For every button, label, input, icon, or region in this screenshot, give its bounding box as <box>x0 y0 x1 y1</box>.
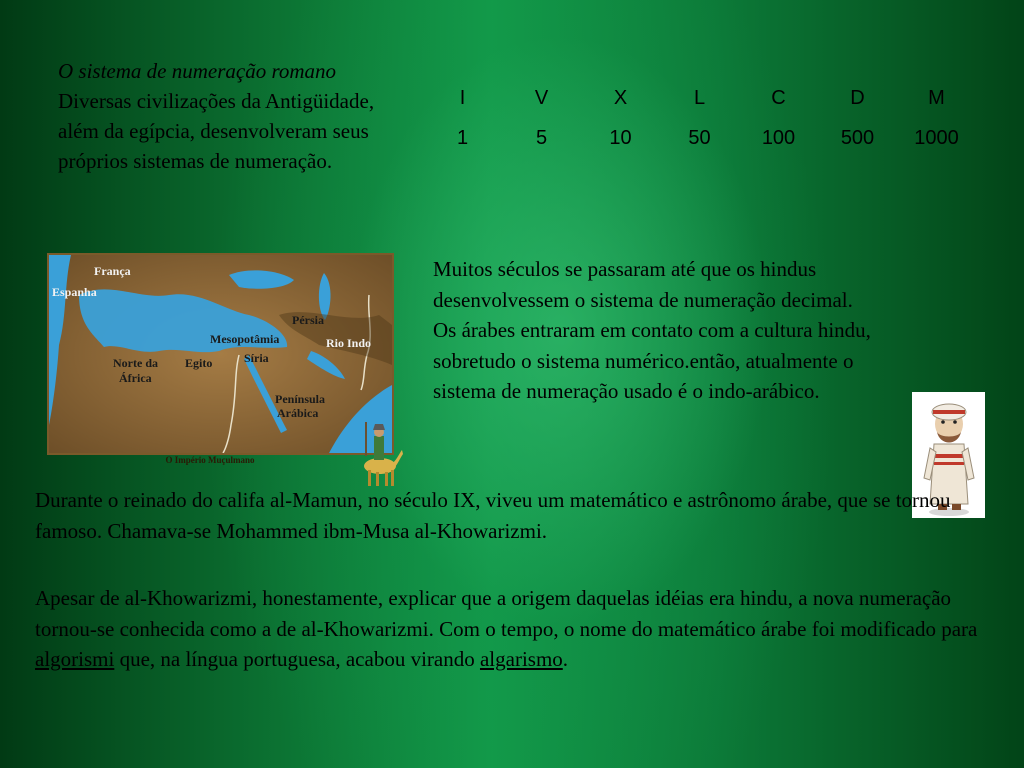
roman-value: 50 <box>688 126 711 149</box>
map-label-siria: Síria <box>244 351 269 365</box>
roman-value: 100 <box>761 126 796 149</box>
roman-numeral-table <box>423 78 976 158</box>
map-label-espanha: Espanha <box>52 285 97 299</box>
hindu-paragraph: Muitos séculos se passaram até que os hindus desenvolvessem o sistema de numeração decimal. <box>433 257 853 312</box>
roman-symbol: V <box>534 86 549 109</box>
map-label-peninsula: Península <box>275 392 326 406</box>
intro-text <box>58 56 418 176</box>
roman-symbol: L <box>693 86 706 109</box>
roman-value: 1000 <box>914 126 959 149</box>
map-label-arabica: Arábica <box>277 406 319 420</box>
roman-symbol: I <box>459 86 466 109</box>
algorismi-link[interactable]: algorismi <box>35 647 115 671</box>
roman-symbol: X <box>613 86 628 109</box>
roman-symbol: M <box>928 86 945 109</box>
algarismo-paragraph <box>35 583 995 675</box>
intro-subtitle: O sistema de numeração romano <box>58 59 337 83</box>
muslim-empire-map <box>47 253 394 455</box>
map-label-rio-indo: Rio Indo <box>326 336 372 350</box>
roman-value: 10 <box>609 126 632 149</box>
algarismo-text-c: . <box>562 647 569 671</box>
hindu-arabic-text <box>433 254 903 407</box>
roman-value: 5 <box>535 126 548 149</box>
map-caption: O Império Muçulmano <box>165 455 255 465</box>
roman-value: 1 <box>456 126 469 149</box>
map-label-africa: África <box>119 371 152 385</box>
map-illustration <box>49 255 392 453</box>
roman-symbol: D <box>850 86 865 109</box>
roman-values-row <box>423 118 976 158</box>
map-label-mesopotamia: Mesopotâmia <box>210 332 280 346</box>
al-khowarizmi-paragraph: Durante o reinado do califa al-Mamun, no século IX, viveu um matemático e astrônomo árabe, que se tornou famoso. Chamava-se Mohammed ibm-Musa al-Khowarizmi. <box>35 488 951 543</box>
map-label-persia: Pérsia <box>292 313 324 327</box>
algarismo-text-b: que, na língua portuguesa, acabou virando <box>114 647 480 671</box>
intro-body: Diversas civilizações da Antigüidade, além da egípcia, desenvolveram seus próprios sistemas de numeração. <box>58 89 375 173</box>
roman-value: 500 <box>840 126 875 149</box>
roman-symbol: C <box>771 86 786 109</box>
map-label-egito: Egito <box>185 356 213 370</box>
algarismo-text-a: Apesar de al-Khowarizmi, honestamente, explicar que a origem daquelas idéias era hindu, a nova numeração tornou-se conhecida como a de al-Khowarizmi. Com o tempo, o nome do matemático árabe foi modificado para <box>35 586 978 641</box>
map-label-norte-da: Norte da <box>113 356 158 370</box>
map-label-franca: França <box>94 264 131 278</box>
algarismo-link[interactable]: algarismo <box>479 647 563 671</box>
roman-symbols-row <box>423 78 976 118</box>
arab-paragraph: Os árabes entraram em contato com a cultura hindu, sobretudo o sistema numérico.então, atualmente o sistema de numeração usado é o indo-arábico. <box>433 318 871 403</box>
camel-rider-icon <box>356 418 404 488</box>
